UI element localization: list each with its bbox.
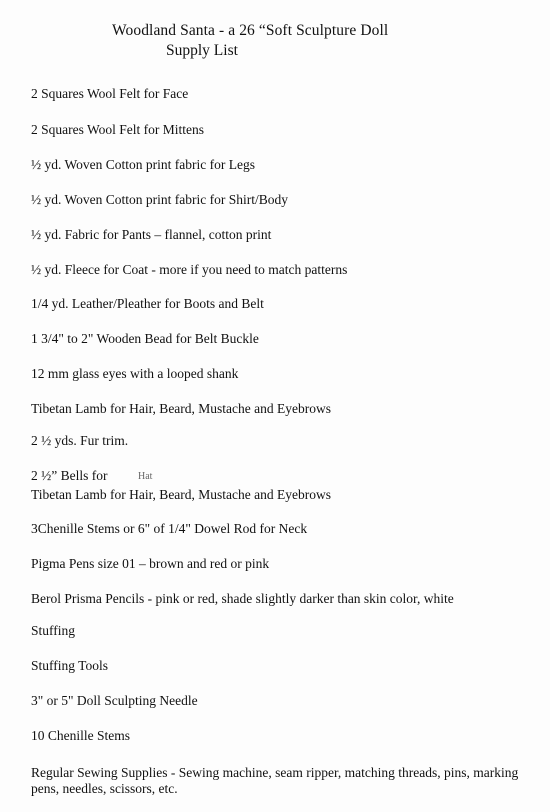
list-item: ½ yd. Woven Cotton print fabric for Legs — [31, 157, 255, 172]
list-item: 2 Squares Wool Felt for Face — [31, 86, 189, 101]
overlap-fragment: Hat — [138, 471, 153, 482]
list-item: 3" or 5" Doll Sculpting Needle — [31, 693, 198, 708]
page-title: Woodland Santa - a 26 “Soft Sculpture Doll — [112, 22, 389, 39]
list-item: Stuffing Tools — [31, 658, 108, 673]
list-item: Regular Sewing Supplies - Sewing machine, seam ripper, matching threads, pins, marking pens, needles, scissors, etc. — [31, 765, 519, 796]
list-item: Tibetan Lamb for Hair, Beard, Mustache and Eyebrows — [31, 487, 332, 502]
list-item: ½ yd. Fabric for Pants – flannel, cotton print — [31, 227, 272, 242]
list-item: 1/4 yd. Leather/Pleather for Boots and Belt — [31, 296, 264, 311]
list-item: ½ yd. Woven Cotton print fabric for Shirt/Body — [31, 192, 289, 207]
list-item: 12 mm glass eyes with a looped shank — [31, 366, 239, 381]
list-item: ½ yd. Fleece for Coat - more if you need to match patterns — [31, 262, 348, 277]
list-item: 10 Chenille Stems — [31, 728, 130, 743]
list-item: Tibetan Lamb for Hair, Beard, Mustache and Eyebrows — [31, 401, 332, 416]
list-item: Pigma Pens size 01 – brown and red or pink — [31, 556, 270, 571]
list-item: 2 Squares Wool Felt for Mittens — [31, 122, 205, 137]
list-item: 1 3/4" to 2" Wooden Bead for Belt Buckle — [31, 331, 259, 346]
list-item: 2 ½” Bells for — [31, 468, 108, 483]
list-item: 2 ½ yds. Fur trim. — [31, 433, 129, 448]
page-subtitle: Supply List — [166, 42, 238, 59]
list-item: Berol Prisma Pencils - pink or red, shade slightly darker than skin color, white — [31, 591, 454, 606]
list-item: Stuffing — [31, 623, 76, 638]
list-item: 3Chenille Stems or 6" of 1/4" Dowel Rod for Neck — [31, 521, 308, 536]
